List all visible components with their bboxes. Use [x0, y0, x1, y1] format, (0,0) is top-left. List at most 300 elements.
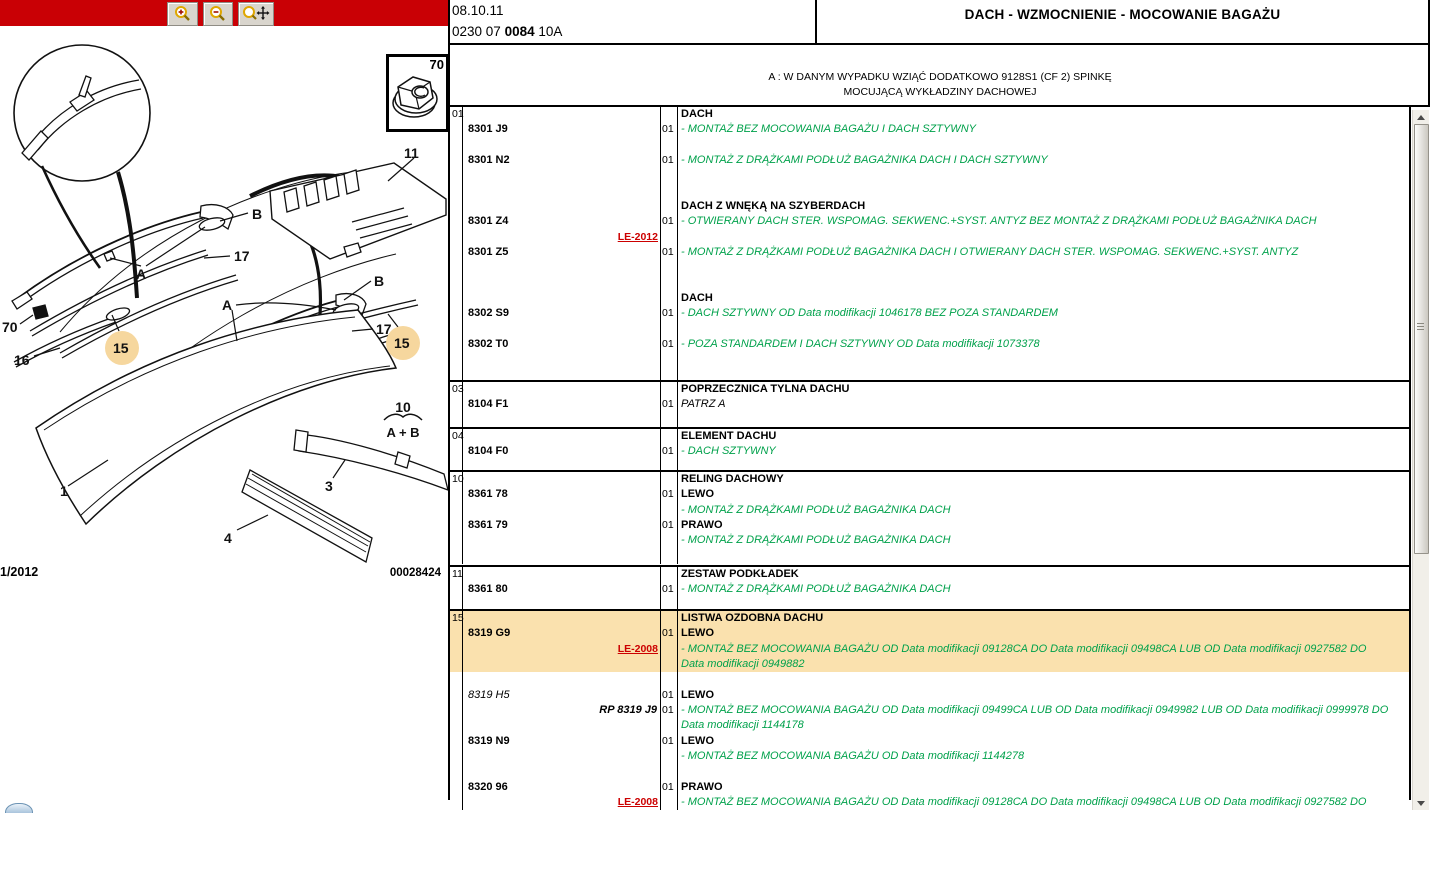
- callout-70: 70: [2, 319, 18, 335]
- part-description: LEWO: [681, 627, 714, 640]
- qty-cell: 01: [660, 487, 677, 502]
- part-number: 8104 F0: [468, 445, 509, 458]
- section-number-cell: [450, 260, 462, 275]
- part-number-cell: [462, 353, 660, 368]
- section-number-cell: [450, 764, 462, 779]
- zoom-out-icon: [208, 5, 228, 23]
- section-number-cell: [450, 703, 462, 718]
- callout-1: 1: [60, 483, 68, 499]
- part-number-cell: [462, 703, 660, 718]
- callout-10: 10: [395, 399, 411, 415]
- table-row: [450, 444, 1409, 459]
- table-row: [450, 688, 1409, 703]
- section-number-cell: 10: [452, 473, 464, 485]
- section-number-cell: [450, 168, 462, 183]
- section-number-cell: [450, 291, 462, 306]
- description-cell: [677, 353, 1409, 368]
- section-number-cell: [450, 518, 462, 533]
- part-number: 8320 96: [468, 780, 508, 793]
- table-row: [450, 245, 1409, 260]
- description-cell: [677, 567, 1409, 582]
- part-number-cell: [462, 567, 660, 582]
- section-number-cell: [450, 322, 462, 337]
- qty-cell: 01: [660, 214, 677, 229]
- section-number-cell: [450, 487, 462, 502]
- section-number-cell: [450, 549, 462, 564]
- part-number-cell: [462, 429, 660, 444]
- section-number-cell: [450, 138, 462, 153]
- part-number-cell: [462, 487, 660, 502]
- qty-cell: [660, 368, 677, 383]
- zoom-in-icon: [173, 5, 193, 23]
- description-cell: [677, 245, 1409, 260]
- description-cell: [677, 795, 1409, 810]
- table-row: [450, 122, 1409, 137]
- part-description: - MONTAŻ BEZ MOCOWANIA BAGAŻU OD Data modifikacji 1144278: [681, 750, 1025, 763]
- zoom-pan-button[interactable]: [238, 2, 274, 26]
- qty-cell: [660, 718, 677, 733]
- description-cell: [677, 688, 1409, 703]
- document-reference: 0230 07 0084 10A: [452, 24, 563, 39]
- description-cell: [677, 199, 1409, 214]
- part-number-cell: [462, 780, 660, 795]
- table-row: [450, 672, 1409, 687]
- qty-cell: [660, 107, 677, 122]
- qty-cell: [660, 533, 677, 548]
- callout-b-left: B: [252, 206, 263, 222]
- section-number-cell: [450, 780, 462, 795]
- group-title: POPRZECZNICA TYLNA DACHU: [681, 383, 850, 395]
- description-cell: [677, 153, 1409, 168]
- part-number: 8301 Z5: [468, 246, 509, 259]
- callout-17-right: 17: [376, 321, 392, 337]
- table-row: [450, 168, 1409, 183]
- qty-cell: [660, 567, 677, 582]
- part-number-cell: [462, 168, 660, 183]
- qty-cell: 01: [660, 582, 677, 597]
- qty-cell: [660, 657, 677, 672]
- section-number-cell: [450, 657, 462, 672]
- section-number-cell: [450, 413, 462, 428]
- table-row: [450, 429, 1409, 444]
- callout-a-left: A: [136, 266, 147, 282]
- qty-cell: [660, 322, 677, 337]
- part-description: - MONTAŻ BEZ MOCOWANIA BAGAŻU OD Data modifikacji 09499CA LUB OD Data modifikacji 0949982 LUB OD Data modifikacji 0999978 DO: [681, 704, 1389, 717]
- qty-cell: [660, 672, 677, 687]
- document-date: 08.10.11: [452, 3, 504, 18]
- table-row: [450, 472, 1409, 487]
- note-line-1: A : W DANYM WYPADKU WZIĄĆ DODATKOWO 9128S1 (CF 2) SPINKĘ: [768, 71, 1112, 83]
- part-number-cell: [462, 549, 660, 564]
- section-number-cell: [450, 122, 462, 137]
- part-number-cell: [462, 533, 660, 548]
- table-row: [450, 764, 1409, 779]
- section-number-cell: 04: [452, 430, 464, 442]
- part-number-cell: [462, 306, 660, 321]
- part-description: - MONTAŻ Z DRĄŻKAMI PODŁUŻ BAGAŻNIKA DACH I DACH SZTYWNY: [681, 154, 1048, 167]
- description-cell: [677, 368, 1409, 383]
- table-row: [450, 260, 1409, 275]
- description-cell: [677, 306, 1409, 321]
- description-cell: [677, 734, 1409, 749]
- qty-cell: 01: [660, 703, 677, 718]
- le-link[interactable]: LE-2008: [617, 642, 658, 655]
- part-number-cell: [462, 122, 660, 137]
- table-section-03: [450, 382, 1409, 429]
- qty-cell: [660, 503, 677, 518]
- description-cell: [677, 642, 1409, 657]
- table-row: [450, 626, 1409, 641]
- part-description: - MONTAŻ Z DRĄŻKAMI PODŁUŻ BAGAŻNIKA DACH I OTWIERANY DACH STER. WSPOMAG. SEKWENC.+SYST. ANTYZ: [681, 246, 1299, 259]
- description-cell: [677, 657, 1409, 672]
- part-number-cell: [462, 626, 660, 641]
- qty-cell: [660, 276, 677, 291]
- table-row: [450, 397, 1409, 412]
- callout-15-right[interactable]: 15: [394, 335, 410, 351]
- callout-4: 4: [224, 530, 232, 546]
- table-row: [450, 734, 1409, 749]
- qty-cell: 01: [660, 626, 677, 641]
- table-row: [450, 567, 1409, 582]
- part-number-cell: [462, 764, 660, 779]
- part-number-cell: [462, 107, 660, 122]
- callout-11: 11: [404, 145, 419, 161]
- qty-cell: 01: [660, 734, 677, 749]
- part-number: 8361 78: [468, 488, 508, 501]
- page-title: DACH - WZMOCNIENIE - MOCOWANIE BAGAŻU: [964, 7, 1281, 22]
- part-description: - MONTAŻ Z DRĄŻKAMI PODŁUŻ BAGAŻNIKA DACH: [681, 503, 951, 516]
- zoom-in-button[interactable]: [167, 2, 198, 26]
- part-number-cell: [462, 214, 660, 229]
- diagram-date-label: 1/2012: [0, 565, 39, 579]
- description-cell: [677, 107, 1409, 122]
- bottom-left-button-fragment[interactable]: [5, 803, 33, 813]
- table-section-15: [450, 611, 1409, 810]
- section-number-cell: [450, 276, 462, 291]
- description-cell: [677, 549, 1409, 564]
- table-row: [450, 718, 1409, 733]
- scroll-up-button[interactable]: [1413, 110, 1429, 124]
- description-cell: [677, 533, 1409, 548]
- qty-cell: [660, 749, 677, 764]
- table-row: [450, 353, 1409, 368]
- part-number-cell: [462, 582, 660, 597]
- qty-cell: 01: [660, 153, 677, 168]
- zoom-toolbar: [0, 0, 449, 26]
- diagram-plate-number: 00028424: [389, 567, 441, 579]
- part-number-cell: [462, 382, 660, 397]
- part-number-cell: [462, 734, 660, 749]
- group-title: RELING DACHOWY: [681, 473, 784, 485]
- part-number: RP 8319 J9: [599, 704, 657, 717]
- note-line-2: MOCUJĄCĄ WYKŁADZINY DACHOWEJ: [843, 86, 1037, 98]
- section-number-cell: [450, 749, 462, 764]
- qty-cell: 01: [660, 780, 677, 795]
- description-cell: [677, 611, 1409, 626]
- qty-cell: 01: [660, 122, 677, 137]
- description-cell: [677, 518, 1409, 533]
- description-cell: [677, 260, 1409, 275]
- table-scrollbar[interactable]: [1412, 110, 1429, 810]
- section-number-cell: 15: [452, 612, 464, 624]
- qty-cell: [660, 184, 677, 199]
- table-row: [450, 611, 1409, 626]
- part-number-cell: [462, 611, 660, 626]
- part-description: PATRZ A: [681, 398, 726, 411]
- part-description: LEWO: [681, 688, 714, 701]
- inset-part-label: 70: [429, 57, 444, 72]
- part-description: - POZA STANDARDEM I DACH SZTYWNY OD Data modifikacji 1073378: [681, 338, 1040, 351]
- le-link[interactable]: LE-2012: [617, 230, 658, 243]
- section-number-cell: [450, 397, 462, 412]
- section-number-cell: [450, 718, 462, 733]
- table-section-10: [450, 472, 1409, 567]
- table-row: [450, 780, 1409, 795]
- part-description: Data modifikacji 1144178: [681, 719, 804, 732]
- qty-cell: 01: [660, 518, 677, 533]
- part-number-cell: [462, 472, 660, 487]
- section-number-cell: 01: [452, 108, 464, 120]
- group-title: DACH: [681, 292, 713, 305]
- qty-cell: 01: [660, 306, 677, 321]
- description-cell: [677, 672, 1409, 687]
- table-row: [450, 703, 1409, 718]
- part-number: 8104 F1: [468, 398, 509, 411]
- table-section-01: [450, 107, 1409, 382]
- table-row: [450, 795, 1409, 810]
- zoom-pan-icon: [242, 5, 270, 23]
- qty-cell: [660, 199, 677, 214]
- part-number-cell: [462, 688, 660, 703]
- qty-cell: [660, 549, 677, 564]
- part-number-cell: [462, 199, 660, 214]
- section-number-cell: [450, 306, 462, 321]
- qty-cell: [660, 168, 677, 183]
- section-number-cell: [450, 672, 462, 687]
- table-row: [450, 413, 1409, 428]
- part-description: PRAWO: [681, 780, 723, 793]
- table-row: [450, 184, 1409, 199]
- part-number-cell: [462, 642, 660, 657]
- part-number-cell: [462, 337, 660, 352]
- table-row: [450, 138, 1409, 153]
- callout-15-left[interactable]: 15: [113, 340, 129, 356]
- section-number-cell: [450, 214, 462, 229]
- qty-cell: 01: [660, 688, 677, 703]
- part-number-cell: [462, 444, 660, 459]
- qty-cell: 01: [660, 337, 677, 352]
- exploded-roof-diagram: [0, 26, 449, 800]
- part-70-inset: [386, 54, 449, 132]
- part-number-cell: [462, 518, 660, 533]
- table-row: [450, 642, 1409, 657]
- table-row: [450, 582, 1409, 597]
- part-number: 8319 H5: [468, 688, 510, 701]
- arrow-down-icon: [1417, 801, 1425, 806]
- description-cell: [677, 487, 1409, 502]
- section-number-cell: [450, 503, 462, 518]
- scroll-down-button[interactable]: [1413, 796, 1429, 810]
- table-row: [450, 199, 1409, 214]
- description-cell: [677, 626, 1409, 641]
- part-number-cell: [462, 322, 660, 337]
- group-title: ELEMENT DACHU: [681, 430, 777, 442]
- part-number-cell: [462, 413, 660, 428]
- part-description: - DACH SZTYWNY: [681, 445, 776, 458]
- qty-cell: [660, 353, 677, 368]
- part-number-cell: [462, 795, 660, 810]
- table-row: [450, 322, 1409, 337]
- qty-cell: [660, 382, 677, 397]
- part-number-cell: [462, 657, 660, 672]
- scrollbar-grip-icon: [1417, 323, 1424, 331]
- zoom-out-button[interactable]: [203, 2, 233, 26]
- part-number-cell: [462, 672, 660, 687]
- part-number-cell: [462, 153, 660, 168]
- table-row: [450, 657, 1409, 672]
- callout-16: 16: [14, 352, 30, 368]
- section-number-cell: 11: [452, 568, 463, 580]
- table-row: [450, 503, 1409, 518]
- qty-cell: [660, 230, 677, 245]
- table-row: [450, 549, 1409, 564]
- parts-table: [450, 107, 1411, 809]
- description-cell: [677, 138, 1409, 153]
- description-cell: [677, 291, 1409, 306]
- part-description: Data modifikacji 0949882: [681, 658, 805, 671]
- description-cell: [677, 444, 1409, 459]
- qty-cell: [660, 429, 677, 444]
- section-number-cell: [450, 199, 462, 214]
- description-cell: [677, 382, 1409, 397]
- table-row: [450, 153, 1409, 168]
- description-cell: [677, 582, 1409, 597]
- callout-b-right: B: [374, 273, 385, 289]
- part-description: - MONTAŻ BEZ MOCOWANIA BAGAŻU OD Data modifikacji 09128CA DO Data modifikacji 09498CA LUB OD Data modifikacji 0927582 DO: [681, 796, 1367, 809]
- description-cell: [677, 472, 1409, 487]
- qty-cell: [660, 611, 677, 626]
- flange-nut-icon: [389, 65, 441, 125]
- section-number-cell: [450, 688, 462, 703]
- part-number: 8302 T0: [468, 338, 509, 351]
- description-cell: [677, 764, 1409, 779]
- part-number-cell: [462, 184, 660, 199]
- part-description: - MONTAŻ Z DRĄŻKAMI PODŁUŻ BAGAŻNIKA DACH: [681, 534, 951, 547]
- section-number-cell: [450, 230, 462, 245]
- description-cell: [677, 214, 1409, 229]
- table-row: [450, 487, 1409, 502]
- table-row: [450, 337, 1409, 352]
- part-description: PRAWO: [681, 519, 723, 532]
- section-number-cell: [450, 337, 462, 352]
- note-box: [450, 45, 1430, 107]
- part-number: 8361 79: [468, 519, 508, 532]
- table-row: [450, 107, 1409, 122]
- table-row: [450, 306, 1409, 321]
- le-link[interactable]: LE-2008: [617, 796, 658, 809]
- part-number-cell: [462, 230, 660, 245]
- section-number-cell: [450, 582, 462, 597]
- description-cell: [677, 780, 1409, 795]
- part-number: 8319 N9: [468, 734, 510, 747]
- part-number-cell: [462, 138, 660, 153]
- section-number-cell: [450, 626, 462, 641]
- qty-cell: 01: [660, 245, 677, 260]
- description-cell: [677, 337, 1409, 352]
- group-title: DACH: [681, 108, 713, 120]
- description-cell: [677, 703, 1409, 718]
- description-cell: [677, 749, 1409, 764]
- section-number-cell: [450, 444, 462, 459]
- roof-diagram-drawing: [0, 26, 449, 800]
- part-description: - MONTAŻ BEZ MOCOWANIA BAGAŻU OD Data modifikacji 09128CA DO Data modifikacji 09498CA LUB OD Data modifikacji 0927582 DO: [681, 642, 1367, 655]
- part-description: - MONTAŻ Z DRĄŻKAMI PODŁUŻ BAGAŻNIKA DACH: [681, 583, 951, 596]
- group-title: DACH Z WNĘKĄ NA SZYBERDACH: [681, 200, 866, 213]
- section-number-cell: [450, 368, 462, 383]
- part-number-cell: [462, 276, 660, 291]
- description-cell: [677, 429, 1409, 444]
- part-number: 8301 N2: [468, 154, 510, 167]
- callout-3: 3: [325, 478, 333, 494]
- brace-a-plus-b: [384, 414, 422, 420]
- description-cell: [677, 276, 1409, 291]
- table-row: [450, 291, 1409, 306]
- callout-a-right: A: [222, 297, 233, 313]
- part-number-cell: [462, 368, 660, 383]
- part-number-cell: [462, 260, 660, 275]
- group-title: LISTWA OZDOBNA DACHU: [681, 612, 824, 624]
- part-number: 8301 Z4: [468, 215, 509, 228]
- part-number-cell: [462, 503, 660, 518]
- section-number-cell: [450, 184, 462, 199]
- part-number-cell: [462, 245, 660, 260]
- part-number-cell: [462, 718, 660, 733]
- description-cell: [677, 168, 1409, 183]
- table-row: [450, 214, 1409, 229]
- arrow-up-icon: [1417, 115, 1425, 120]
- part-description: LEWO: [681, 488, 714, 501]
- part-number: 8301 J9: [468, 123, 508, 136]
- part-description: LEWO: [681, 734, 714, 747]
- table-row: [450, 276, 1409, 291]
- qty-cell: [660, 472, 677, 487]
- part-description: - OTWIERANY DACH STER. WSPOMAG. SEKWENC.+SYST. ANTYZ BEZ MONTAŻ Z DRĄŻKAMI PODŁUŻ BAGAŻNIKA DACH: [681, 215, 1317, 228]
- callout-10-sub: A + B: [386, 425, 420, 440]
- qty-cell: [660, 642, 677, 657]
- table-row: [450, 382, 1409, 397]
- scrollbar-thumb[interactable]: [1414, 124, 1429, 554]
- group-title: ZESTAW PODKŁADEK: [681, 568, 799, 580]
- table-row: [450, 533, 1409, 548]
- qty-cell: [660, 291, 677, 306]
- table-row: [450, 518, 1409, 533]
- description-cell: [677, 413, 1409, 428]
- section-number-cell: [450, 642, 462, 657]
- table-row: [450, 230, 1409, 245]
- description-cell: [677, 122, 1409, 137]
- description-cell: [677, 230, 1409, 245]
- part-number-cell: [462, 397, 660, 412]
- table-section-04: [450, 429, 1409, 472]
- section-number-cell: [450, 533, 462, 548]
- table-section-11: [450, 567, 1409, 611]
- callout-17-left: 17: [234, 248, 250, 264]
- part-number: 8302 S9: [468, 307, 509, 320]
- qty-cell: 01: [660, 397, 677, 412]
- section-number-cell: 03: [452, 383, 464, 395]
- qty-cell: 01: [660, 444, 677, 459]
- description-cell: [677, 322, 1409, 337]
